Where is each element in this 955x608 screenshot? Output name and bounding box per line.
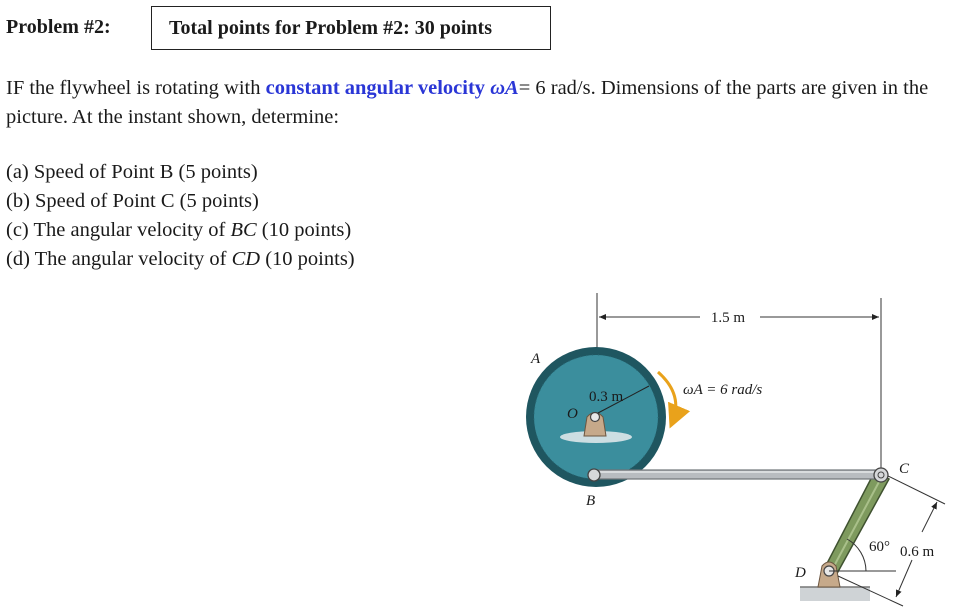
intro-text-end: = 6 rad/s. Dimensions of the parts are given in the picture. At the instant shown, determine: xyxy=(6,77,929,128)
total-points-box: Total points for Problem #2: 30 points xyxy=(151,6,551,50)
question-d-text: (d) The angular velocity of xyxy=(6,248,232,270)
label-b: B xyxy=(586,493,596,509)
label-c: C xyxy=(899,461,910,477)
omega-a-label: ωA = 6 rad/s xyxy=(683,382,763,398)
dim-1-5m-label: 1.5 m xyxy=(710,310,746,326)
constant-angular-velocity-highlight: constant angular velocity xyxy=(265,77,486,99)
label-o: O xyxy=(567,406,578,422)
intro-text-start: IF the flywheel is rotating with xyxy=(6,77,266,99)
dim-06-line-top xyxy=(922,502,937,532)
question-c-link-name: BC xyxy=(230,219,257,241)
question-c-points: (10 points) xyxy=(256,219,352,241)
omega-arrow xyxy=(658,372,762,423)
omega-a-symbol: ωA xyxy=(490,77,519,99)
pin-c xyxy=(874,468,888,482)
angle-60-label: 60° xyxy=(869,539,890,555)
ground-hatch xyxy=(800,587,870,601)
label-d: D xyxy=(795,565,806,581)
pin-b xyxy=(588,469,600,481)
question-a-text: (a) Speed of Point B (5 points) xyxy=(6,161,258,183)
dim-06-line-bottom xyxy=(896,560,912,597)
pin-o xyxy=(591,413,600,422)
question-d-link-name: CD xyxy=(231,248,261,270)
ground-support-d xyxy=(800,587,870,601)
rod-bc xyxy=(588,468,888,482)
label-a: A xyxy=(531,351,541,367)
dim-06-extension-top xyxy=(888,476,945,504)
question-b-text: (b) Speed of Point C (5 points) xyxy=(6,190,259,212)
label-0-3m: 0.3 m xyxy=(589,389,624,405)
problem-label: Problem #2: xyxy=(6,16,111,38)
question-d-points: (10 points) xyxy=(260,248,355,270)
flywheel xyxy=(526,347,666,487)
dim-0-6m-label: 0.6 m xyxy=(900,544,935,560)
question-c-text: (c) The angular velocity of xyxy=(6,219,231,241)
